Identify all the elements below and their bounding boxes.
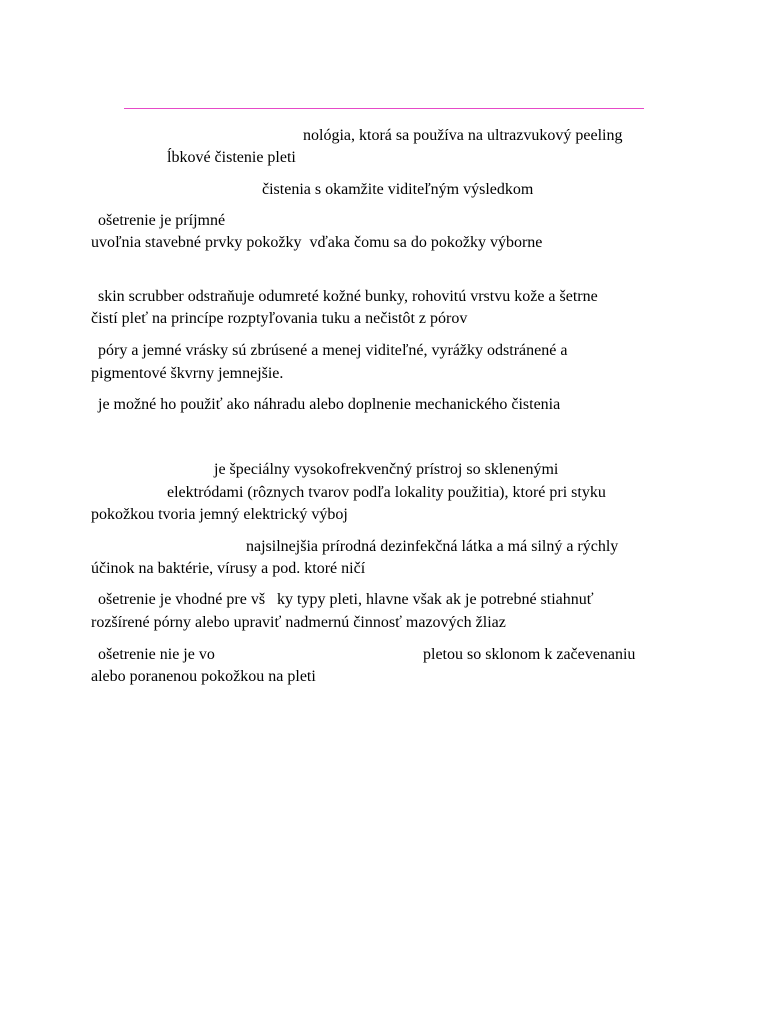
text-line: uvoľnia stavebné prvky pokožky vďaka čomu sa do pokožky výborne — [91, 234, 543, 251]
text-line: čistí pleť na princípe rozptyľovania tuku a nečistôt z pórov — [91, 310, 468, 327]
text-line: alebo poranenou pokožkou na pleti — [91, 668, 316, 685]
text-line: pigmentové škvrny jemnejšie. — [91, 365, 284, 382]
text-line: je možné ho použiť ako náhradu alebo doplnenie mechanického čistenia — [98, 396, 561, 413]
text-line: účinok na baktérie, vírusy a pod. ktoré ničí — [91, 560, 366, 577]
text-line: ošetrenie je príjmné — [98, 212, 226, 229]
text-line: ošetrenie nie je vo — [98, 646, 215, 663]
text-line: ĺbkové čistenie pleti — [167, 149, 296, 166]
text-line: je špeciálny vysokofrekvenčný prístroj so sklenenými — [214, 461, 559, 478]
text-line: nológia, ktorá sa používa na ultrazvukový peeling — [303, 127, 623, 144]
text-line: pokožkou tvoria jemný elektrický výboj — [91, 506, 348, 523]
text-line: pletou so sklonom k začevenaniu — [423, 646, 636, 663]
text-line: elektródami (rôznych tvarov podľa lokality použitia), ktoré pri styku — [167, 484, 606, 501]
text-line: najsilnejšia prírodná dezinfekčná látka a má silný a rýchly — [246, 538, 619, 555]
text-line: ošetrenie je vhodné pre vš ky typy pleti, hlavne však ak je potrebné stiahnuť — [98, 591, 594, 608]
text-line: rozšírené pórny alebo upraviť nadmernú činnosť mazových žliaz — [91, 614, 506, 631]
header-rule — [124, 108, 644, 109]
text-line: póry a jemné vrásky sú zbrúsené a menej viditeľné, vyrážky odstránené a — [98, 342, 568, 359]
text-line: čistenia s okamžite viditeľným výsledkom — [262, 181, 534, 198]
text-line: skin scrubber odstraňuje odumreté kožné bunky, rohovitú vrstvu kože a šetrne — [98, 288, 598, 305]
